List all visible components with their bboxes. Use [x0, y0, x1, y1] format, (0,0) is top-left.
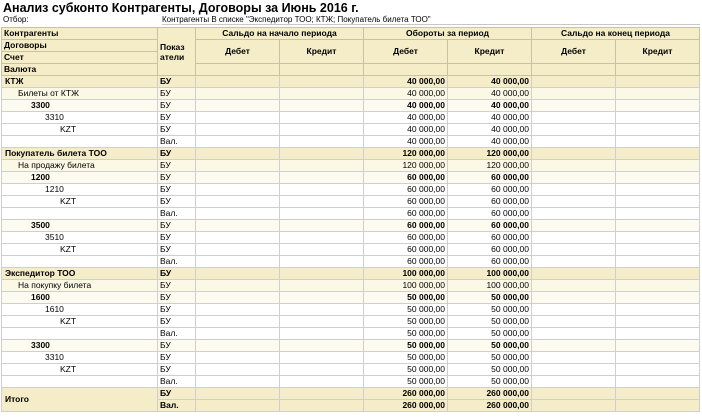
closing-debit-cell — [532, 124, 616, 136]
closing-credit-cell — [616, 244, 700, 256]
table-row[interactable] — [2, 280, 700, 292]
row-indicator: БУ — [158, 280, 196, 292]
turnover-credit-cell: 60 000,00 — [448, 208, 532, 220]
filter-value: Контрагенты В списке "Экспедитор ТОО; КТЖ; Покупатель билета ТОО" — [162, 15, 700, 25]
row-indicator: БУ — [158, 148, 196, 160]
turnover-debit-cell: 40 000,00 — [364, 112, 448, 124]
opening-credit-cell — [280, 208, 364, 220]
row-label — [2, 136, 158, 148]
table-row[interactable] — [2, 160, 700, 172]
table-row[interactable] — [2, 364, 700, 376]
table-row[interactable] — [2, 256, 700, 268]
closing-credit-cell — [616, 304, 700, 316]
total-label: Итого — [2, 388, 158, 412]
opening-credit-cell — [280, 172, 364, 184]
header-turnover-credit: Кредит — [448, 40, 532, 64]
opening-debit-cell — [196, 292, 280, 304]
closing-credit-cell — [616, 256, 700, 268]
closing-debit-cell — [532, 76, 616, 88]
turnover-debit-cell: 50 000,00 — [364, 292, 448, 304]
opening-debit-cell — [196, 196, 280, 208]
opening-debit-cell — [196, 244, 280, 256]
total-turnover-debit: 260 000,00 — [364, 400, 448, 412]
turnover-debit-cell: 60 000,00 — [364, 184, 448, 196]
turnover-credit-cell: 60 000,00 — [448, 256, 532, 268]
turnover-credit-cell: 40 000,00 — [448, 136, 532, 148]
row-label: 3310 — [2, 112, 158, 124]
turnover-credit-cell: 60 000,00 — [448, 220, 532, 232]
row-indicator: БУ — [158, 184, 196, 196]
opening-debit-cell — [196, 184, 280, 196]
row-label: 1200 — [2, 172, 158, 184]
closing-debit-cell — [532, 340, 616, 352]
table-row[interactable] — [2, 376, 700, 388]
row-label: KZT — [2, 364, 158, 376]
closing-debit-cell — [532, 280, 616, 292]
turnover-debit-cell: 60 000,00 — [364, 244, 448, 256]
turnover-debit-cell: 100 000,00 — [364, 268, 448, 280]
closing-debit-cell — [532, 100, 616, 112]
closing-debit-cell — [532, 292, 616, 304]
row-indicator: БУ — [158, 316, 196, 328]
filter-label: Отбор: — [3, 15, 29, 24]
opening-debit-cell — [196, 88, 280, 100]
table-row[interactable] — [2, 304, 700, 316]
opening-debit-cell — [196, 124, 280, 136]
opening-debit-cell — [196, 148, 280, 160]
table-row[interactable] — [2, 76, 700, 88]
turnover-debit-cell: 60 000,00 — [364, 172, 448, 184]
row-indicator: БУ — [158, 112, 196, 124]
opening-credit-cell — [280, 256, 364, 268]
opening-debit-cell — [196, 208, 280, 220]
opening-credit-cell — [280, 196, 364, 208]
turnover-credit-cell: 50 000,00 — [448, 328, 532, 340]
total-turnover-debit: 260 000,00 — [364, 388, 448, 400]
row-label: Экспедитор ТОО — [2, 268, 158, 280]
opening-debit-cell — [196, 256, 280, 268]
turnover-credit-cell: 100 000,00 — [448, 280, 532, 292]
turnover-credit-cell: 50 000,00 — [448, 292, 532, 304]
table-row[interactable] — [2, 220, 700, 232]
opening-credit-cell — [280, 136, 364, 148]
opening-credit-cell — [280, 244, 364, 256]
table-row[interactable] — [2, 172, 700, 184]
opening-debit-cell — [196, 112, 280, 124]
turnover-debit-cell: 40 000,00 — [364, 136, 448, 148]
turnover-credit-cell: 120 000,00 — [448, 148, 532, 160]
closing-credit-cell — [616, 100, 700, 112]
opening-credit-cell — [280, 316, 364, 328]
table-row[interactable] — [2, 148, 700, 160]
header-dim-currency: Валюта — [2, 64, 158, 76]
opening-credit-cell — [280, 340, 364, 352]
opening-credit-cell — [280, 280, 364, 292]
turnover-debit-cell: 100 000,00 — [364, 280, 448, 292]
opening-debit-cell — [196, 280, 280, 292]
closing-debit-cell — [532, 208, 616, 220]
closing-credit-cell — [616, 124, 700, 136]
opening-debit-cell — [196, 76, 280, 88]
table-row[interactable] — [2, 292, 700, 304]
row-indicator: Вал. — [158, 376, 196, 388]
turnover-credit-cell: 40 000,00 — [448, 124, 532, 136]
opening-credit-cell — [280, 112, 364, 124]
closing-debit-cell — [532, 220, 616, 232]
table-row[interactable] — [2, 316, 700, 328]
closing-debit-cell — [532, 232, 616, 244]
row-indicator: Вал. — [158, 328, 196, 340]
total-closing-debit — [532, 388, 616, 400]
header-turnover-debit: Дебет — [364, 40, 448, 64]
row-indicator: БУ — [158, 76, 196, 88]
turnover-credit-cell: 50 000,00 — [448, 364, 532, 376]
row-indicator: БУ — [158, 340, 196, 352]
row-label: 3300 — [2, 100, 158, 112]
turnover-credit-cell: 50 000,00 — [448, 376, 532, 388]
opening-debit-cell — [196, 232, 280, 244]
row-label: На покупку билета — [2, 280, 158, 292]
closing-debit-cell — [532, 376, 616, 388]
closing-credit-cell — [616, 76, 700, 88]
row-label: 1610 — [2, 304, 158, 316]
total-opening-debit — [196, 388, 280, 400]
row-indicator: Вал. — [158, 136, 196, 148]
opening-debit-cell — [196, 352, 280, 364]
opening-debit-cell — [196, 172, 280, 184]
closing-debit-cell — [532, 136, 616, 148]
row-indicator: БУ — [158, 172, 196, 184]
row-indicator: БУ — [158, 88, 196, 100]
row-indicator: БУ — [158, 196, 196, 208]
turnover-debit-cell: 60 000,00 — [364, 208, 448, 220]
row-label: КТЖ — [2, 76, 158, 88]
total-turnover-credit: 260 000,00 — [448, 388, 532, 400]
turnover-credit-cell: 60 000,00 — [448, 244, 532, 256]
turnover-credit-cell: 60 000,00 — [448, 172, 532, 184]
turnover-credit-cell: 60 000,00 — [448, 232, 532, 244]
header-turnover: Обороты за период — [364, 28, 532, 40]
turnover-credit-cell: 40 000,00 — [448, 112, 532, 124]
closing-credit-cell — [616, 208, 700, 220]
turnover-credit-cell: 50 000,00 — [448, 304, 532, 316]
opening-credit-cell — [280, 328, 364, 340]
turnover-credit-cell: 50 000,00 — [448, 352, 532, 364]
opening-credit-cell — [280, 292, 364, 304]
opening-credit-cell — [280, 160, 364, 172]
closing-debit-cell — [532, 88, 616, 100]
total-closing-credit — [616, 400, 700, 412]
closing-debit-cell — [532, 268, 616, 280]
header-closing-balance: Сальдо на конец периода — [532, 28, 700, 40]
total-turnover-credit: 260 000,00 — [448, 400, 532, 412]
turnover-debit-cell: 40 000,00 — [364, 88, 448, 100]
turnover-debit-cell: 60 000,00 — [364, 196, 448, 208]
closing-credit-cell — [616, 232, 700, 244]
row-indicator: БУ — [158, 160, 196, 172]
row-label: 3500 — [2, 220, 158, 232]
table-row[interactable] — [2, 88, 700, 100]
closing-debit-cell — [532, 364, 616, 376]
turnover-credit-cell: 120 000,00 — [448, 160, 532, 172]
row-indicator: БУ — [158, 100, 196, 112]
table-row[interactable] — [2, 268, 700, 280]
header-opening-balance: Сальдо на начало периода — [196, 28, 364, 40]
row-label: 1210 — [2, 184, 158, 196]
row-label — [2, 328, 158, 340]
row-indicator: БУ — [158, 292, 196, 304]
report-title: Анализ субконто Контрагенты, Договоры за Июнь 2016 г. — [3, 1, 359, 15]
header-closing-debit: Дебет — [532, 40, 616, 64]
row-label: 3300 — [2, 340, 158, 352]
row-indicator: Вал. — [158, 256, 196, 268]
opening-debit-cell — [196, 268, 280, 280]
closing-debit-cell — [532, 112, 616, 124]
row-label: 3310 — [2, 352, 158, 364]
opening-credit-cell — [280, 304, 364, 316]
turnover-credit-cell: 100 000,00 — [448, 268, 532, 280]
table-row[interactable] — [2, 244, 700, 256]
turnover-credit-cell: 40 000,00 — [448, 88, 532, 100]
row-indicator: БУ — [158, 232, 196, 244]
table-row[interactable] — [2, 208, 700, 220]
opening-credit-cell — [280, 88, 364, 100]
table-row[interactable] — [2, 352, 700, 364]
closing-credit-cell — [616, 340, 700, 352]
opening-credit-cell — [280, 220, 364, 232]
closing-credit-cell — [616, 196, 700, 208]
total-opening-credit — [280, 388, 364, 400]
row-indicator: БУ — [158, 304, 196, 316]
turnover-debit-cell: 120 000,00 — [364, 148, 448, 160]
closing-credit-cell — [616, 172, 700, 184]
row-indicator: БУ — [158, 124, 196, 136]
opening-credit-cell — [280, 148, 364, 160]
opening-debit-cell — [196, 328, 280, 340]
total-opening-credit — [280, 400, 364, 412]
closing-debit-cell — [532, 148, 616, 160]
row-indicator: БУ — [158, 220, 196, 232]
opening-credit-cell — [280, 76, 364, 88]
row-label: На продажу билета — [2, 160, 158, 172]
closing-debit-cell — [532, 244, 616, 256]
total-closing-debit — [532, 400, 616, 412]
closing-credit-cell — [616, 376, 700, 388]
table-row[interactable] — [2, 184, 700, 196]
turnover-debit-cell: 50 000,00 — [364, 304, 448, 316]
closing-credit-cell — [616, 292, 700, 304]
row-label: Покупатель билета ТОО — [2, 148, 158, 160]
turnover-debit-cell: 50 000,00 — [364, 364, 448, 376]
opening-credit-cell — [280, 352, 364, 364]
closing-credit-cell — [616, 328, 700, 340]
row-label: Билеты от КТЖ — [2, 88, 158, 100]
turnover-credit-cell: 50 000,00 — [448, 340, 532, 352]
closing-debit-cell — [532, 304, 616, 316]
table-row[interactable] — [2, 196, 700, 208]
header-indicator: Показ атели — [158, 28, 196, 76]
closing-debit-cell — [532, 316, 616, 328]
table-row[interactable] — [2, 136, 700, 148]
closing-credit-cell — [616, 112, 700, 124]
opening-debit-cell — [196, 364, 280, 376]
table-row[interactable] — [2, 340, 700, 352]
turnover-debit-cell: 40 000,00 — [364, 76, 448, 88]
total-closing-credit — [616, 388, 700, 400]
opening-credit-cell — [280, 124, 364, 136]
closing-debit-cell — [532, 172, 616, 184]
turnover-debit-cell: 60 000,00 — [364, 232, 448, 244]
turnover-debit-cell: 120 000,00 — [364, 160, 448, 172]
turnover-credit-cell: 40 000,00 — [448, 100, 532, 112]
closing-credit-cell — [616, 220, 700, 232]
header-opening-credit: Кредит — [280, 40, 364, 64]
opening-credit-cell — [280, 268, 364, 280]
turnover-debit-cell: 60 000,00 — [364, 256, 448, 268]
row-label — [2, 256, 158, 268]
opening-debit-cell — [196, 340, 280, 352]
closing-debit-cell — [532, 352, 616, 364]
closing-credit-cell — [616, 160, 700, 172]
closing-credit-cell — [616, 148, 700, 160]
opening-debit-cell — [196, 136, 280, 148]
turnover-debit-cell: 50 000,00 — [364, 376, 448, 388]
row-indicator: БУ — [158, 244, 196, 256]
opening-debit-cell — [196, 100, 280, 112]
row-indicator: БУ — [158, 364, 196, 376]
turnover-debit-cell: 40 000,00 — [364, 100, 448, 112]
table-row[interactable] — [2, 328, 700, 340]
header-opening-debit: Дебет — [196, 40, 280, 64]
header-dim-contract: Договоры — [2, 40, 158, 52]
total-indicator: БУ — [158, 388, 196, 400]
header-dim-counterparty: Контрагенты — [2, 28, 158, 40]
opening-credit-cell — [280, 184, 364, 196]
closing-credit-cell — [616, 280, 700, 292]
turnover-debit-cell: 50 000,00 — [364, 352, 448, 364]
opening-credit-cell — [280, 232, 364, 244]
turnover-debit-cell: 50 000,00 — [364, 340, 448, 352]
row-indicator: Вал. — [158, 208, 196, 220]
closing-debit-cell — [532, 160, 616, 172]
closing-credit-cell — [616, 88, 700, 100]
table-row[interactable] — [2, 100, 700, 112]
opening-debit-cell — [196, 304, 280, 316]
closing-debit-cell — [532, 196, 616, 208]
turnover-credit-cell: 40 000,00 — [448, 76, 532, 88]
row-indicator: БУ — [158, 352, 196, 364]
row-label: KZT — [2, 124, 158, 136]
row-indicator: БУ — [158, 268, 196, 280]
turnover-debit-cell: 50 000,00 — [364, 328, 448, 340]
opening-debit-cell — [196, 160, 280, 172]
row-label — [2, 376, 158, 388]
total-indicator: Вал. — [158, 400, 196, 412]
header-dim-account: Счет — [2, 52, 158, 64]
opening-debit-cell — [196, 220, 280, 232]
table-row[interactable] — [2, 124, 700, 136]
closing-debit-cell — [532, 184, 616, 196]
turnover-credit-cell: 60 000,00 — [448, 196, 532, 208]
row-label: KZT — [2, 196, 158, 208]
opening-credit-cell — [280, 376, 364, 388]
report-table — [1, 27, 700, 412]
closing-credit-cell — [616, 316, 700, 328]
closing-credit-cell — [616, 136, 700, 148]
closing-credit-cell — [616, 268, 700, 280]
opening-credit-cell — [280, 364, 364, 376]
row-label: KZT — [2, 244, 158, 256]
opening-debit-cell — [196, 376, 280, 388]
closing-credit-cell — [616, 352, 700, 364]
closing-credit-cell — [616, 184, 700, 196]
closing-debit-cell — [532, 256, 616, 268]
table-row[interactable] — [2, 112, 700, 124]
filter-row — [3, 15, 700, 25]
turnover-debit-cell: 40 000,00 — [364, 124, 448, 136]
opening-credit-cell — [280, 100, 364, 112]
row-label: 3510 — [2, 232, 158, 244]
total-row[interactable] — [2, 388, 700, 400]
row-label — [2, 208, 158, 220]
total-opening-debit — [196, 400, 280, 412]
closing-credit-cell — [616, 364, 700, 376]
header-closing-credit: Кредит — [616, 40, 700, 64]
turnover-credit-cell: 50 000,00 — [448, 316, 532, 328]
turnover-credit-cell: 60 000,00 — [448, 184, 532, 196]
table-row[interactable] — [2, 232, 700, 244]
turnover-debit-cell: 50 000,00 — [364, 316, 448, 328]
row-label: KZT — [2, 316, 158, 328]
turnover-debit-cell: 60 000,00 — [364, 220, 448, 232]
closing-debit-cell — [532, 328, 616, 340]
row-label: 1600 — [2, 292, 158, 304]
opening-debit-cell — [196, 316, 280, 328]
